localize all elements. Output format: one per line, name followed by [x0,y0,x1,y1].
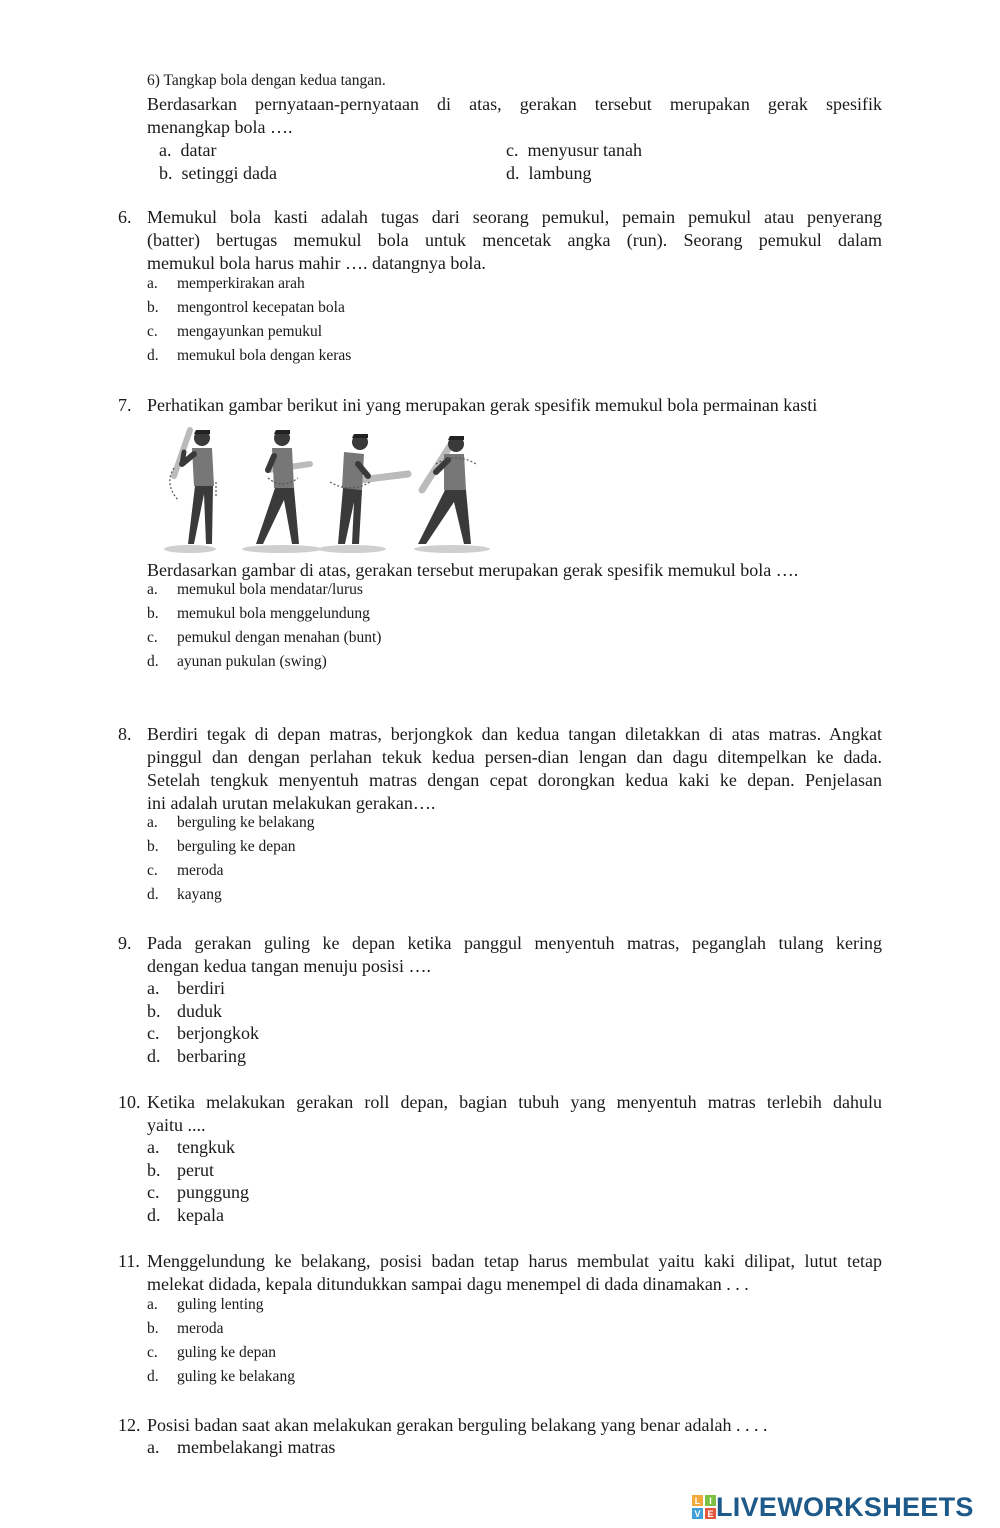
batter-stance-2 [256,430,310,544]
question-line: dengan kedua tangan menuju posisi …. [147,956,431,976]
question-line: yaitu .... [147,1115,206,1135]
option-c[interactable]: c. punggung [147,1182,249,1202]
question-line: Posisi badan saat akan melakukan gerakan berguling belakang yang benar adalah . . . . [147,1415,768,1435]
question-number: 8. [118,724,132,744]
option-d[interactable]: d. guling ke belakang [147,1368,295,1385]
option-c[interactable]: c. guling ke depan [147,1344,277,1361]
option-a[interactable]: a. membelakangi matras [147,1437,336,1457]
option-c[interactable]: c. meroda [147,862,224,879]
question-line: pinggul dan dengan perlahan tekuk kedua persen-dian lengan dan dagu ditempelkan ke dada. [147,747,882,767]
question-number: 12. [118,1415,141,1435]
question-line: Perhatikan gambar berikut ini yang merupakan gerak spesifik memukul bola permainan kasti [147,395,818,415]
logo-tile-letter: L [694,1496,701,1506]
option-c[interactable]: c. menyusur tanah [506,140,642,160]
logo-tile-letter: E [707,1509,714,1519]
logo-tile-letter: V [694,1509,701,1519]
option-b[interactable]: b. perut [147,1160,214,1180]
batter-stance-4 [418,436,476,544]
option-d[interactable]: d. kayang [147,886,222,903]
question-line: Berdiri tegak di depan matras, berjongkok dan kedua tangan diletakkan di atas matras. Angkat [147,724,882,744]
option-a[interactable]: a. guling lenting [147,1296,264,1313]
option-a[interactable]: a. berdiri [147,978,225,998]
option-a[interactable]: a. tengkuk [147,1137,235,1157]
option-c[interactable]: c. pemukul dengan menahan (bunt) [147,629,382,646]
option-a[interactable]: a. berguling ke belakang [147,814,315,831]
question-line: melekat didada, kepala ditundukkan sampai dagu menempel di dada dinamakan . . . [147,1274,749,1294]
question-number: 10. [118,1092,141,1112]
option-d[interactable]: d. ayunan pukulan (swing) [147,653,327,670]
option-b[interactable]: b. memukul bola menggelundung [147,605,370,622]
prev-question-line-1: Berdasarkan pernyataan-pernyataan di atas, gerakan tersebut merupakan gerak spesifik [147,94,882,114]
logo-text: LIVEWORKSHEETS [716,1491,974,1522]
question-line: Pada gerakan guling ke depan ketika panggul menyentuh matras, peganglah tulang kering [147,933,882,953]
prev-question-line-2: menangkap bola …. [147,117,293,137]
question-line: Memukul bola kasti adalah tugas dari seorang pemukul, pemain pemukul atau penyerang [147,207,882,227]
question-line: Menggelundung ke belakang, posisi badan tetap harus membulat yaitu kaki dilipat, lutut tetap [147,1251,882,1271]
option-d[interactable]: d. kepala [147,1205,224,1225]
option-b[interactable]: b. meroda [147,1320,224,1337]
liveworksheets-logo[interactable] [692,1492,974,1522]
batter-stance-3 [330,434,408,544]
option-d[interactable]: d. berbaring [147,1046,246,1066]
question-line: Ketika melakukan gerakan roll depan, bagian tubuh yang menyentuh matras terlebih dahulu [147,1092,882,1112]
option-a[interactable]: a. memukul bola mendatar/lurus [147,581,363,598]
question-number: 6. [118,207,132,227]
option-b[interactable]: b. duduk [147,1001,222,1021]
logo-tile-letter: I [709,1496,712,1506]
option-b[interactable]: b. mengontrol kecepatan bola [147,299,345,316]
option-c[interactable]: c. mengayunkan pemukul [147,323,323,340]
option-d[interactable]: d. memukul bola dengan keras [147,347,352,364]
question-line: (batter) bertugas memukul bola untuk mencetak angka (run). Seorang pemukul dalam [147,230,882,250]
question-line: memukul bola harus mahir …. datangnya bola. [147,253,486,273]
option-b[interactable]: b. berguling ke depan [147,838,296,855]
question-line: Setelah tengkuk menyentuh matras dengan cepat dorongkan kedua kaki ke depan. Penjelasan [147,770,882,790]
option-a[interactable]: a. memperkirakan arah [147,275,305,292]
question-number: 11. [118,1251,140,1271]
option-c[interactable]: c. berjongkok [147,1023,259,1043]
batting-sequence-illustration [160,424,500,556]
question-line: ini adalah urutan melakukan gerakan…. [147,793,436,813]
question-number: 7. [118,395,132,415]
option-d[interactable]: d. lambung [506,163,592,183]
question-line: Berdasarkan gambar di atas, gerakan tersebut merupakan gerak spesifik memukul bola …. [147,560,799,580]
option-a[interactable]: a. datar [159,140,217,160]
question-number: 9. [118,933,132,953]
option-b[interactable]: b. setinggi dada [159,163,277,183]
step-6: 6) Tangkap bola dengan kedua tangan. [147,72,386,89]
batter-stance-1 [170,430,216,544]
liveworksheets-logo-icon [692,1495,716,1519]
